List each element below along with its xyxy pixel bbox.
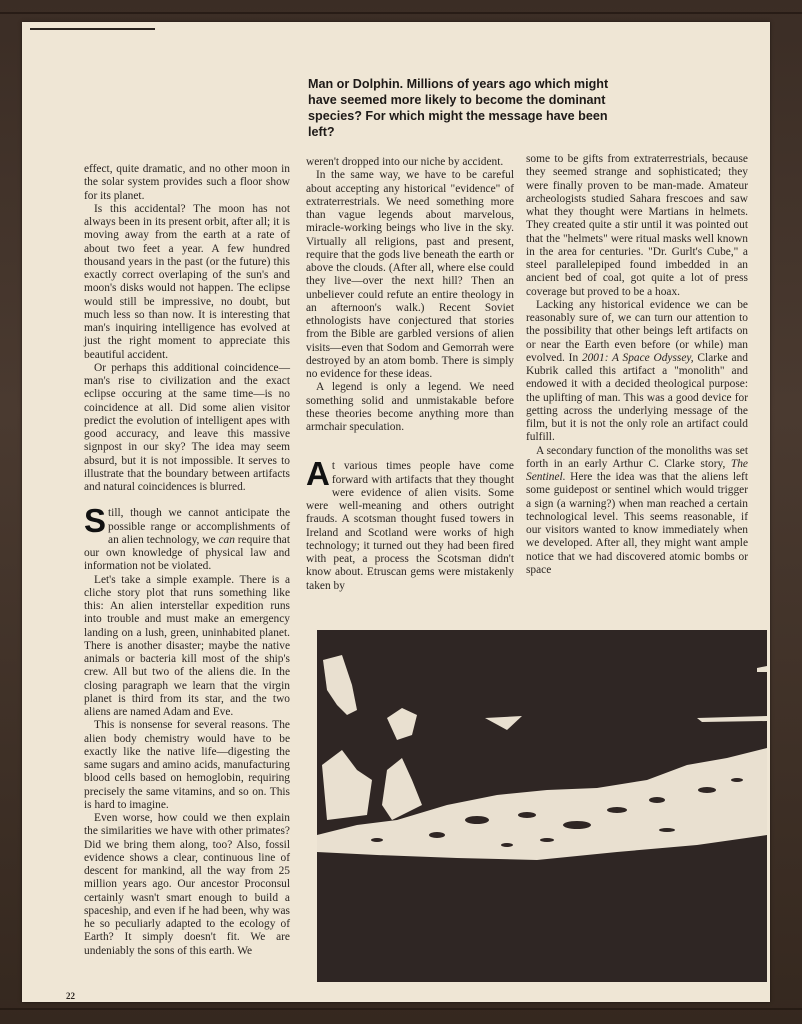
text: require that our own knowledge of physical law and information not be violated. xyxy=(84,533,291,573)
paragraph: A legend is only a legend. We need something solid and unmistakable before these theories become anything more than armchair speculation. xyxy=(306,381,514,433)
text: Here the idea was that the aliens left some guidepost or sentinel which would trigger a sign (a warning?) when man reached a certain technological level. This seems reasonable, if our visitors wanted to know immediately when we developed. After all, they might want ample notice that we had discovered atomic bombs or space xyxy=(526,471,748,576)
paragraph: In the same way, we have to be careful about accepting any historical "evidence" of extraterrestrials. We need something more than vague legends about marvelous, miracle-working beings who live in the sky. Virtually all religions, past and present, require that the gods live beneath the earth or above the clouds. (After all, where else could they live—over the next hill? Then an unbeliever could refute an entire theology in an afternoon's walk.) Recent Soviet ethnologists have conjectured that stories from the Bible are garbled versions of alien visits—even that Sodom and Gemorrah were destroyed by an atom bomb. There is simply no evidence for these ideas. xyxy=(306,169,514,380)
lunar-landscape-photo xyxy=(317,630,767,982)
paragraph: effect, quite dramatic, and no other moon in the solar system provides such a floor show for its planet. xyxy=(84,163,290,202)
rule-line xyxy=(30,28,155,30)
paragraph: Even worse, how could we then explain the similarities we have with other primates? Did we bring them along, too? Also, fossil evidence shows a clear, continuous line of descent for mankind, all the way from 25 million years ago. Our ancestor Proconsul certainly wasn't smart enough to build a spaceship, and even if he had been, why was he so peculiarly adapted to the ecology of Earth? It simply doesn't fit. We are undeniably the sons of this earth. We xyxy=(84,812,290,957)
paragraph: some to be gifts from extraterrestrials, because they seemed strange and sophisticated; they were finally proven to be man-made. Amateur archeologists studied Sahara frescoes and saw what they thought were Martians in helmets. They created quite a stir until it was pointed out that the "helmets" were ritual masks well known in the area for centuries. "Dr. Gurlt's Cube," a steel parallelepiped found imbedded in an ancient bed of coal, got quite a lot of press coverage but proved to be a hoax. xyxy=(526,153,748,298)
paragraph: Let's take a simple example. There is a cliche story plot that runs something like this: An alien interstellar expedition runs into trouble and must make an emergency landing on a lush, green, uninhabited planet. There is another disaster; maybe the native animals or bacteria kill most of the ship's crew. All but two of the aliens die. In the closing paragraph we learn that the virgin planet is third from its star, and the two aliens are named Adam and Eve. xyxy=(84,573,290,718)
paragraph xyxy=(526,445,748,578)
pull-quote-headline: Man or Dolphin. Millions of years ago which might have seemed more likely to become the dominant species? For which might the message have been left? xyxy=(308,77,609,139)
lunar-surface-image xyxy=(317,630,767,982)
drop-cap: A xyxy=(306,455,330,493)
page-number: 22 xyxy=(66,991,75,1001)
column-1 xyxy=(84,163,290,958)
column-2 xyxy=(306,156,514,593)
story-title: The Sentinel. xyxy=(526,457,748,483)
paragraph: Or perhaps this additional coincidence—man's rise to civilization and the exact eclipse occuring at the same time—is no coincidence at all. Did some alien visitor predict the evolution of intelligent apes with good accuracy, and leave this massive signpost in our sky? The idea may seem absurd, but it is not impossible. It serves to illustrate that the boundary between artifacts and natural coincidences is blurred. xyxy=(84,361,290,493)
paragraph xyxy=(84,502,291,573)
paragraph xyxy=(526,299,748,445)
paragraph: This is nonsense for several reasons. The alien body chemistry would have to be exactly like the native life—digesting the same sugars and amino acids, manufacturing blood cells based on hemoglobin, requiring precisely the same vitamins, and so on. This is hard to imagine. xyxy=(84,719,290,811)
text: Lacking any historical evidence we can be reasonably sure of, we can turn our attention to the possibility that other beings left artifacts on or near the Earth even before (or while) man evolved. In xyxy=(526,298,748,364)
emphasis: can xyxy=(218,533,235,546)
text: till, though we cannot anticipate the possible range or accomplishments of an alien technology, we xyxy=(108,507,290,546)
text: t various times people have come forward with artifacts that they thought were evidence of alien visits. Some were well-meaning and others outright frauds. A scotsman thought fused towers in Ireland and Scotland were works of high technology; it turned out they had been fired with peat, a process the Scotsman didn't know about. Etruscan gems were mistakenly taken by xyxy=(306,460,514,592)
film-title: 2001: A Space Odyssey, xyxy=(581,351,694,364)
text: Clarke and Kubrik called this artifact a "monolith" and endowed it with a decided theological purpose: the uplifting of man. This was a good device for getting across the underlying message of the film, but it is not the only role an artifact could fulfill. xyxy=(526,351,748,444)
text: A secondary function of the monoliths was set forth in an early Arthur C. Clarke story, xyxy=(526,444,748,470)
paragraph: weren't dropped into our niche by accident. xyxy=(306,156,504,168)
paragraph: Is this accidental? The moon has not always been in its present orbit, after all; it is moving away from the earth at a rate of about two feet a year. A few hundred thousand years in the past (or the future) this exactly correct overlaping of the sun's and moon's disks would not happen. The eclipse would still be impressive, no doubt, but much less so than now. It is interesting that man's inquiring intelligence has evolved at just the right moment to appreciate this beautiful accident. xyxy=(84,202,290,361)
drop-cap: S xyxy=(84,502,107,540)
paragraph xyxy=(306,455,514,593)
column-3 xyxy=(526,153,748,577)
